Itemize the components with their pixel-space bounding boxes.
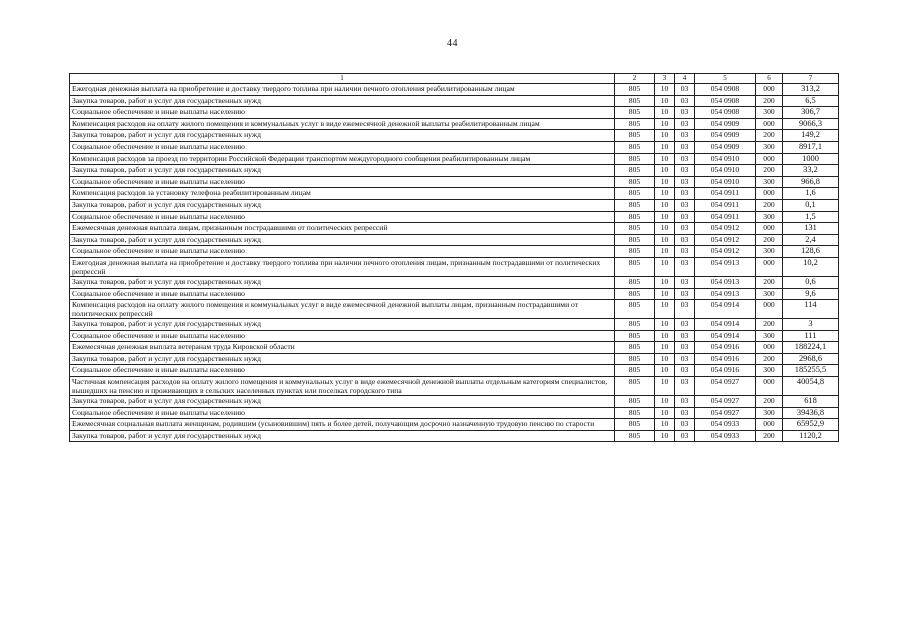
target-article-cell: 054 0913 — [695, 257, 756, 276]
table-row — [70, 141, 839, 153]
expense-name-cell: Ежемесячная социальная выплата женщинам, родившим (усыновившим) пять и более детей, получающим досрочно назначенную трудовую пенсию по старости — [70, 419, 615, 431]
target-article-cell: 054 0912 — [695, 234, 756, 246]
expense-name-cell: Закупка товаров, работ и услуг для государственных нужд — [70, 276, 615, 288]
ministry-code-cell: 805 — [615, 377, 655, 396]
subsection-code-cell: 03 — [675, 84, 695, 96]
column-number: 3 — [655, 74, 675, 84]
amount-cell: 0,1 — [783, 199, 839, 211]
target-article-cell: 054 0913 — [695, 276, 756, 288]
expense-type-cell: 200 — [756, 396, 783, 408]
target-article-cell: 054 0908 — [695, 107, 756, 119]
target-article-cell: 054 0908 — [695, 95, 756, 107]
target-article-cell: 054 0909 — [695, 141, 756, 153]
column-number: 7 — [783, 74, 839, 84]
subsection-code-cell: 03 — [675, 365, 695, 377]
expense-name-cell: Социальное обеспечение и иные выплаты населению — [70, 365, 615, 377]
expense-type-cell: 300 — [756, 176, 783, 188]
amount-cell: 306,7 — [783, 107, 839, 119]
column-number: 2 — [615, 74, 655, 84]
expense-name-cell: Компенсация расходов на оплату жилого помещения и коммунальных услуг в виде ежемесячной денежной выплаты лицам, признанным пострадавшими от политических репрессий — [70, 300, 615, 319]
section-code-cell: 10 — [655, 199, 675, 211]
section-code-cell: 10 — [655, 377, 675, 396]
ministry-code-cell: 805 — [615, 407, 655, 419]
ministry-code-cell: 805 — [615, 223, 655, 235]
budget-table — [69, 73, 839, 442]
amount-cell: 39436,8 — [783, 407, 839, 419]
ministry-code-cell: 805 — [615, 176, 655, 188]
expense-type-cell: 200 — [756, 130, 783, 142]
target-article-cell: 054 0910 — [695, 176, 756, 188]
ministry-code-cell: 805 — [615, 319, 655, 331]
expense-type-cell: 000 — [756, 419, 783, 431]
expense-name-cell: Закупка товаров, работ и услуг для государственных нужд — [70, 130, 615, 142]
ministry-code-cell: 805 — [615, 353, 655, 365]
page-number: 44 — [447, 38, 458, 49]
subsection-code-cell: 03 — [675, 430, 695, 442]
expense-type-cell: 200 — [756, 234, 783, 246]
expense-type-cell: 300 — [756, 211, 783, 223]
table-row — [70, 430, 839, 442]
table-row — [70, 188, 839, 200]
target-article-cell: 054 0916 — [695, 342, 756, 354]
expense-name-cell: Компенсация расходов за установку телефона реабилитированным лицам — [70, 188, 615, 200]
table-row — [70, 234, 839, 246]
subsection-code-cell: 03 — [675, 130, 695, 142]
amount-cell: 188224,1 — [783, 342, 839, 354]
expense-name-cell: Частичная компенсация расходов на оплату жилого помещения и коммунальных услуг в виде ежемесячной денежной выплаты отдельным категориям специалистов, вышедших на пенсию и проживающих в сельских населенных пунктах или поселках городского типа — [70, 377, 615, 396]
section-code-cell: 10 — [655, 188, 675, 200]
ministry-code-cell: 805 — [615, 84, 655, 96]
expense-type-cell: 200 — [756, 276, 783, 288]
subsection-code-cell: 03 — [675, 153, 695, 165]
subsection-code-cell: 03 — [675, 165, 695, 177]
expense-name-cell: Социальное обеспечение и иные выплаты населению — [70, 211, 615, 223]
table-row — [70, 353, 839, 365]
subsection-code-cell: 03 — [675, 118, 695, 130]
amount-cell: 1,6 — [783, 188, 839, 200]
table-row — [70, 199, 839, 211]
table-row — [70, 165, 839, 177]
table-row — [70, 342, 839, 354]
target-article-cell: 054 0914 — [695, 319, 756, 331]
table-row — [70, 288, 839, 300]
target-article-cell: 054 0914 — [695, 330, 756, 342]
target-article-cell: 054 0910 — [695, 165, 756, 177]
expense-type-cell: 200 — [756, 165, 783, 177]
expense-name-cell: Закупка товаров, работ и услуг для государственных нужд — [70, 430, 615, 442]
table-row — [70, 84, 839, 96]
expense-name-cell: Закупка товаров, работ и услуг для государственных нужд — [70, 165, 615, 177]
amount-cell: 10,2 — [783, 257, 839, 276]
expense-type-cell: 300 — [756, 365, 783, 377]
subsection-code-cell: 03 — [675, 396, 695, 408]
amount-cell: 131 — [783, 223, 839, 235]
ministry-code-cell: 805 — [615, 430, 655, 442]
section-code-cell: 10 — [655, 211, 675, 223]
expense-name-cell: Социальное обеспечение и иные выплаты населению — [70, 330, 615, 342]
expense-type-cell: 300 — [756, 407, 783, 419]
table-row — [70, 419, 839, 431]
ministry-code-cell: 805 — [615, 342, 655, 354]
column-number: 5 — [695, 74, 756, 84]
table-row — [70, 95, 839, 107]
expense-name-cell: Социальное обеспечение и иные выплаты населению — [70, 407, 615, 419]
expense-type-cell: 200 — [756, 353, 783, 365]
subsection-code-cell: 03 — [675, 342, 695, 354]
table-row — [70, 319, 839, 331]
table-row — [70, 223, 839, 235]
expense-name-cell: Закупка товаров, работ и услуг для государственных нужд — [70, 199, 615, 211]
expense-name-cell: Закупка товаров, работ и услуг для государственных нужд — [70, 396, 615, 408]
amount-cell: 1000 — [783, 153, 839, 165]
expense-type-cell: 000 — [756, 257, 783, 276]
ministry-code-cell: 805 — [615, 141, 655, 153]
ministry-code-cell: 805 — [615, 365, 655, 377]
table-row — [70, 153, 839, 165]
section-code-cell: 10 — [655, 165, 675, 177]
ministry-code-cell: 805 — [615, 288, 655, 300]
subsection-code-cell: 03 — [675, 95, 695, 107]
section-code-cell: 10 — [655, 407, 675, 419]
expense-type-cell: 300 — [756, 141, 783, 153]
table-row — [70, 330, 839, 342]
expense-name-cell: Социальное обеспечение и иные выплаты населению — [70, 288, 615, 300]
subsection-code-cell: 03 — [675, 223, 695, 235]
expense-type-cell: 300 — [756, 330, 783, 342]
expense-name-cell: Закупка товаров, работ и услуг для государственных нужд — [70, 319, 615, 331]
section-code-cell: 10 — [655, 234, 675, 246]
ministry-code-cell: 805 — [615, 396, 655, 408]
expense-type-cell: 200 — [756, 430, 783, 442]
subsection-code-cell: 03 — [675, 176, 695, 188]
expense-name-cell: Компенсация расходов на оплату жилого помещения и коммунальных услуг в виде ежемесячной денежной выплаты реабилитированным лицам — [70, 118, 615, 130]
target-article-cell: 054 0912 — [695, 246, 756, 258]
section-code-cell: 10 — [655, 176, 675, 188]
ministry-code-cell: 805 — [615, 211, 655, 223]
expense-type-cell: 000 — [756, 377, 783, 396]
amount-cell: 65952,9 — [783, 419, 839, 431]
expense-name-cell: Закупка товаров, работ и услуг для государственных нужд — [70, 234, 615, 246]
target-article-cell: 054 0913 — [695, 288, 756, 300]
table-row — [70, 300, 839, 319]
column-number-row — [70, 74, 839, 84]
target-article-cell: 054 0909 — [695, 118, 756, 130]
ministry-code-cell: 805 — [615, 188, 655, 200]
expense-type-cell: 200 — [756, 199, 783, 211]
amount-cell: 618 — [783, 396, 839, 408]
target-article-cell: 054 0912 — [695, 223, 756, 235]
table-row — [70, 246, 839, 258]
column-number: 4 — [675, 74, 695, 84]
section-code-cell: 10 — [655, 276, 675, 288]
subsection-code-cell: 03 — [675, 211, 695, 223]
amount-cell: 966,8 — [783, 176, 839, 188]
amount-cell: 3 — [783, 319, 839, 331]
subsection-code-cell: 03 — [675, 257, 695, 276]
target-article-cell: 054 0910 — [695, 153, 756, 165]
amount-cell: 2968,6 — [783, 353, 839, 365]
table-row — [70, 257, 839, 276]
table-row — [70, 211, 839, 223]
table-row — [70, 377, 839, 396]
section-code-cell: 10 — [655, 419, 675, 431]
table-row — [70, 118, 839, 130]
amount-cell: 9,6 — [783, 288, 839, 300]
target-article-cell: 054 0916 — [695, 365, 756, 377]
target-article-cell: 054 0911 — [695, 211, 756, 223]
amount-cell: 313,2 — [783, 84, 839, 96]
amount-cell: 1120,2 — [783, 430, 839, 442]
amount-cell: 185255,5 — [783, 365, 839, 377]
subsection-code-cell: 03 — [675, 276, 695, 288]
amount-cell: 149,2 — [783, 130, 839, 142]
expense-name-cell: Социальное обеспечение и иные выплаты населению — [70, 246, 615, 258]
section-code-cell: 10 — [655, 118, 675, 130]
subsection-code-cell: 03 — [675, 107, 695, 119]
amount-cell: 111 — [783, 330, 839, 342]
expense-name-cell: Социальное обеспечение и иные выплаты населению — [70, 176, 615, 188]
expense-type-cell: 000 — [756, 84, 783, 96]
expense-name-cell: Закупка товаров, работ и услуг для государственных нужд — [70, 95, 615, 107]
ministry-code-cell: 805 — [615, 199, 655, 211]
section-code-cell: 10 — [655, 257, 675, 276]
ministry-code-cell: 805 — [615, 118, 655, 130]
target-article-cell: 054 0927 — [695, 407, 756, 419]
section-code-cell: 10 — [655, 130, 675, 142]
expense-type-cell: 300 — [756, 107, 783, 119]
amount-cell: 40054,8 — [783, 377, 839, 396]
subsection-code-cell: 03 — [675, 246, 695, 258]
target-article-cell: 054 0909 — [695, 130, 756, 142]
column-number: 1 — [70, 74, 615, 84]
expense-type-cell: 200 — [756, 95, 783, 107]
section-code-cell: 10 — [655, 342, 675, 354]
ministry-code-cell: 805 — [615, 165, 655, 177]
target-article-cell: 054 0933 — [695, 419, 756, 431]
target-article-cell: 054 0916 — [695, 353, 756, 365]
ministry-code-cell: 805 — [615, 107, 655, 119]
section-code-cell: 10 — [655, 84, 675, 96]
section-code-cell: 10 — [655, 353, 675, 365]
expense-name-cell: Закупка товаров, работ и услуг для государственных нужд — [70, 353, 615, 365]
target-article-cell: 054 0911 — [695, 199, 756, 211]
subsection-code-cell: 03 — [675, 407, 695, 419]
table-row — [70, 176, 839, 188]
expense-name-cell: Ежегодная денежная выплата на приобретение и доставку твердого топлива при наличии печного отопления лицам, признанным пострадавшими от политических репрессий — [70, 257, 615, 276]
amount-cell: 6,5 — [783, 95, 839, 107]
ministry-code-cell: 805 — [615, 234, 655, 246]
subsection-code-cell: 03 — [675, 377, 695, 396]
subsection-code-cell: 03 — [675, 141, 695, 153]
expense-type-cell: 000 — [756, 118, 783, 130]
subsection-code-cell: 03 — [675, 300, 695, 319]
subsection-code-cell: 03 — [675, 199, 695, 211]
subsection-code-cell: 03 — [675, 330, 695, 342]
amount-cell: 33,2 — [783, 165, 839, 177]
expense-name-cell: Социальное обеспечение и иные выплаты населению — [70, 141, 615, 153]
target-article-cell: 054 0908 — [695, 84, 756, 96]
expense-name-cell: Ежегодная денежная выплата на приобретение и доставку твердого топлива при наличии печного отопления реабилитированным лицам — [70, 84, 615, 96]
subsection-code-cell: 03 — [675, 188, 695, 200]
section-code-cell: 10 — [655, 288, 675, 300]
ministry-code-cell: 805 — [615, 95, 655, 107]
target-article-cell: 054 0911 — [695, 188, 756, 200]
section-code-cell: 10 — [655, 319, 675, 331]
amount-cell: 9066,3 — [783, 118, 839, 130]
table-row — [70, 276, 839, 288]
ministry-code-cell: 805 — [615, 419, 655, 431]
subsection-code-cell: 03 — [675, 288, 695, 300]
ministry-code-cell: 805 — [615, 153, 655, 165]
expense-type-cell: 000 — [756, 223, 783, 235]
section-code-cell: 10 — [655, 396, 675, 408]
amount-cell: 1,5 — [783, 211, 839, 223]
ministry-code-cell: 805 — [615, 246, 655, 258]
expense-type-cell: 000 — [756, 300, 783, 319]
expense-type-cell: 300 — [756, 288, 783, 300]
subsection-code-cell: 03 — [675, 419, 695, 431]
amount-cell: 128,6 — [783, 246, 839, 258]
section-code-cell: 10 — [655, 95, 675, 107]
expense-name-cell: Ежемесячная денежная выплата лицам, признанным пострадавшими от политических репрессий — [70, 223, 615, 235]
section-code-cell: 10 — [655, 300, 675, 319]
section-code-cell: 10 — [655, 330, 675, 342]
amount-cell: 8917,1 — [783, 141, 839, 153]
ministry-code-cell: 805 — [615, 257, 655, 276]
table-row — [70, 365, 839, 377]
table-row — [70, 396, 839, 408]
table-row — [70, 407, 839, 419]
expense-name-cell: Ежемесячная денежная выплата ветеранам труда Кировской области — [70, 342, 615, 354]
target-article-cell: 054 0927 — [695, 377, 756, 396]
expense-type-cell: 000 — [756, 188, 783, 200]
expense-name-cell: Компенсация расходов за проезд по территории Российской Федерации транспортом междугородного сообщения реабилитированным лицам — [70, 153, 615, 165]
target-article-cell: 054 0927 — [695, 396, 756, 408]
ministry-code-cell: 805 — [615, 130, 655, 142]
section-code-cell: 10 — [655, 430, 675, 442]
amount-cell: 0,6 — [783, 276, 839, 288]
amount-cell: 2,4 — [783, 234, 839, 246]
ministry-code-cell: 805 — [615, 330, 655, 342]
target-article-cell: 054 0933 — [695, 430, 756, 442]
expense-name-cell: Социальное обеспечение и иные выплаты населению — [70, 107, 615, 119]
section-code-cell: 10 — [655, 153, 675, 165]
ministry-code-cell: 805 — [615, 300, 655, 319]
section-code-cell: 10 — [655, 141, 675, 153]
expense-type-cell: 000 — [756, 153, 783, 165]
ministry-code-cell: 805 — [615, 276, 655, 288]
subsection-code-cell: 03 — [675, 353, 695, 365]
section-code-cell: 10 — [655, 223, 675, 235]
expense-type-cell: 200 — [756, 319, 783, 331]
subsection-code-cell: 03 — [675, 234, 695, 246]
table-row — [70, 107, 839, 119]
section-code-cell: 10 — [655, 365, 675, 377]
expense-type-cell: 300 — [756, 246, 783, 258]
table-row — [70, 130, 839, 142]
subsection-code-cell: 03 — [675, 319, 695, 331]
target-article-cell: 054 0914 — [695, 300, 756, 319]
section-code-cell: 10 — [655, 246, 675, 258]
expense-type-cell: 000 — [756, 342, 783, 354]
section-code-cell: 10 — [655, 107, 675, 119]
column-number: 6 — [756, 74, 783, 84]
amount-cell: 114 — [783, 300, 839, 319]
